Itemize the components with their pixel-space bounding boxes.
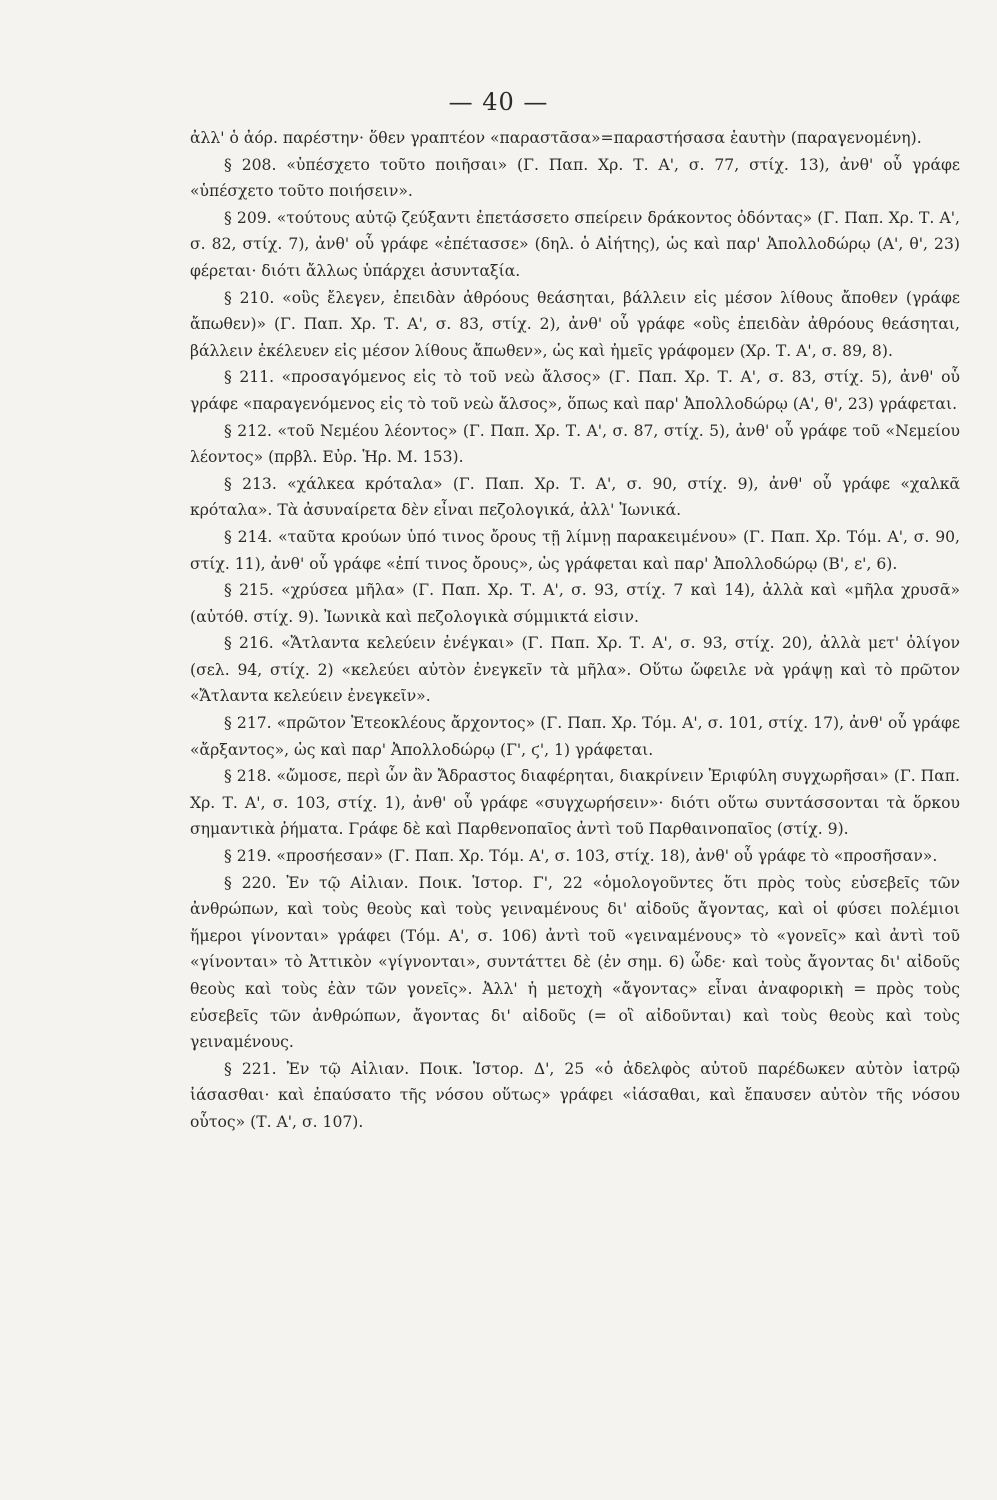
paragraph-214: § 214. «ταῦτα κρούων ὑπό τινος ὄρους τῇ λίμνῃ παρακειμένου» (Γ. Παπ. Χρ. Τόμ. Α', σ. 90, στίχ. 11), ἀνθ' οὗ γράφε «ἐπί τινος ὄρους», ὡς γράφεται καὶ παρ' Ἀπολλοδώρῳ (Β', ε', 6). bbox=[190, 527, 960, 573]
paragraph-217: § 217. «πρῶτον Ἐτεοκλέους ἄρχοντος» (Γ. Παπ. Χρ. Τόμ. Α', σ. 101, στίχ. 17), ἀνθ' οὗ γράφε «ἄρξαντος», ὡς καὶ παρ' Ἀπολλοδώρῳ (Γ', ϛ', 1) γράφεται. bbox=[190, 714, 960, 759]
paragraph-210: § 210. «οὓς ἔλεγεν, ἐπειδὰν ἀθρόους θεάσηται, βάλλειν εἰς μέσον λίθους ἄποθεν (γράφε ἄπωθεν)» (Γ. Παπ. Χρ. Τ. Α', σ. 83, στίχ. 2), ἀνθ' οὗ γράφε «οὓς ἐπειδὰν ἀθρόους θεάσηται, βάλλειν ἐκέλευεν εἰς μέσον λίθους ἄπωθεν», ὡς καὶ ἡμεῖς γράφομεν (Χρ. Τ. Α', σ. 89, 8). bbox=[190, 288, 960, 360]
paragraph-219: § 219. «προσήεσαν» (Γ. Παπ. Χρ. Τόμ. Α', σ. 103, στίχ. 18), ἀνθ' οὗ γράφε τὸ «προσῆσαν». bbox=[224, 847, 938, 866]
paragraph-215: § 215. «χρύσεα μῆλα» (Γ. Παπ. Χρ. Τ. Α', σ. 93, στίχ. 7 καὶ 14), ἀλλὰ καὶ «μῆλα χρυσᾶ» (αὐτόθ. στίχ. 9). Ἰωνικὰ καὶ πεζολογικὰ σύμμικτά εἰσιν. bbox=[190, 581, 960, 626]
paragraph-208: § 208. «ὑπέσχετο τοῦτο ποιῆσαι» (Γ. Παπ. Χρ. Τ. Α', σ. 77, στίχ. 13), ἀνθ' οὗ γράφε «ὑπέσχετο τοῦτο ποιήσειν». bbox=[190, 155, 960, 201]
paragraph-213: § 213. «χάλκεα κρόταλα» (Γ. Παπ. Χρ. Τ. Α', σ. 90, στίχ. 9), ἀνθ' οὗ γράφε «χαλκᾶ κρόταλα». Τὰ ἀσυναίρετα δὲν εἶναι πεζολογικά, ἀλλ' Ἰωνικά. bbox=[190, 474, 960, 520]
paragraph-220: § 220. Ἐν τῷ Αἰλιαν. Ποικ. Ἱστορ. Γ', 22 «ὁμολογοῦντες ὅτι πρὸς τοὺς εὐσεβεῖς τῶν ἀνθρώπων, καὶ τοὺς θεοὺς καὶ τοὺς γειναμένους δι' αἰδοῦς ἄγοντας, καὶ οἱ φύσει πολέμιοι ἥμεροι γίνονται» γράφει (Τόμ. Α', σ. 106) ἀντὶ τοῦ «γειναμένους» τὸ «γονεῖς» καὶ ἀντὶ τοῦ «γίνονται» τὸ Ἀττικὸν «γίγνονται», συντάττει δὲ (ἐν σημ. 6) ὧδε· καὶ τοὺς ἄγοντας δι' αἰδοῦς θεοὺς καὶ τοὺς ἐὰν τῶν γονεῖς». Ἀλλ' ἡ μετοχὴ «ἄγοντας» εἶναι ἀναφορικὴ = πρὸς τοὺς εὐσεβεῖς τῶν ἀνθρώπων, ἄγοντας δι' αἰδοῦς (= οἳ αἰδοῦνται) καὶ τοὺς θεοὺς καὶ τοὺς γειναμένους. bbox=[190, 873, 960, 1052]
page-body bbox=[190, 125, 960, 1136]
paragraph-209: § 209. «τούτους αὐτῷ ζεύξαντι ἐπετάσσετο σπείρειν δράκοντος ὀδόντας» (Γ. Παπ. Χρ. Τ. Α', σ. 82, στίχ. 7), ἀνθ' οὗ γράφε «ἐπέτασσε» (δηλ. ὁ Αἰήτης), ὡς καὶ παρ' Ἀπολλοδώρῳ (Α', θ', 23) φέρεται· διότι ἄλλως ὑπάρχει ἀσυνταξία. bbox=[190, 208, 960, 280]
paragraph-212: § 212. «τοῦ Νεμέου λέοντος» (Γ. Παπ. Χρ. Τ. Α', σ. 87, στίχ. 5), ἀνθ' οὗ γράφε τοῦ «Νεμείου λέοντος» (πρβλ. Εὐρ. Ἡρ. Μ. 153). bbox=[190, 421, 960, 467]
page-number: — 40 — bbox=[448, 88, 549, 116]
paragraph-218: § 218. «ὤμοσε, περὶ ὧν ἂν Ἄδραστος διαφέρηται, διακρίνειν Ἐριφύλη συγχωρῆσαι» (Γ. Παπ. Χρ. Τ. Α', σ. 103, στίχ. 1), ἀνθ' οὗ γράφε «συγχωρήσειν»· διότι οὕτω συντάσσονται τὰ ὅρκου σημαντικὰ ῥήματα. Γράφε δὲ καὶ Παρθενοπαῖος ἀντὶ τοῦ Παρθαινοπαῖος (στίχ. 9). bbox=[190, 767, 960, 839]
paragraph-221: § 221. Ἐν τῷ Αἰλιαν. Ποικ. Ἱστορ. Δ', 25 «ὁ ἀδελφὸς αὐτοῦ παρέδωκεν αὐτὸν ἰατρῷ ἰάσασθαι· καὶ ἐπαύσατο τῆς νόσου οὕτως» γράφει «ἰάσαθαι, καὶ ἔπαυσεν αὐτὸν τῆς νόσου οὗτος» (Τ. Α', σ. 107). bbox=[190, 1059, 960, 1131]
paragraph-216: § 216. «Ἄτλαντα κελεύειν ἐνέγκαι» (Γ. Παπ. Χρ. Τ. Α', σ. 93, στίχ. 20), ἀλλὰ μετ' ὀλίγον (σελ. 94, στίχ. 2) «κελεύει αὐτὸν ἐνεγκεῖν τὰ μῆλα». Οὕτω ὤφειλε νὰ γράψῃ καὶ τὸ πρῶτον «Ἄτλαντα κελεύειν ἐνεγκεῖν». bbox=[190, 634, 960, 706]
paragraph-211: § 211. «προσαγόμενος εἰς τὸ τοῦ νεὼ ἄλσος» (Γ. Παπ. Χρ. Τ. Α', σ. 83, στίχ. 5), ἀνθ' οὗ γράφε «παραγενόμενος εἰς τὸ τοῦ νεὼ ἄλσος», ὅπως καὶ παρ' Ἀπολλοδώρῳ (Α', θ', 23) γράφεται. bbox=[190, 368, 960, 413]
paragraph-continuation: ἀλλ' ὁ ἀόρ. παρέστην· ὅθεν γραπτέον «παραστᾶσα»=παραστήσασα ἑαυτὴν (παραγενομένη). bbox=[190, 129, 922, 147]
